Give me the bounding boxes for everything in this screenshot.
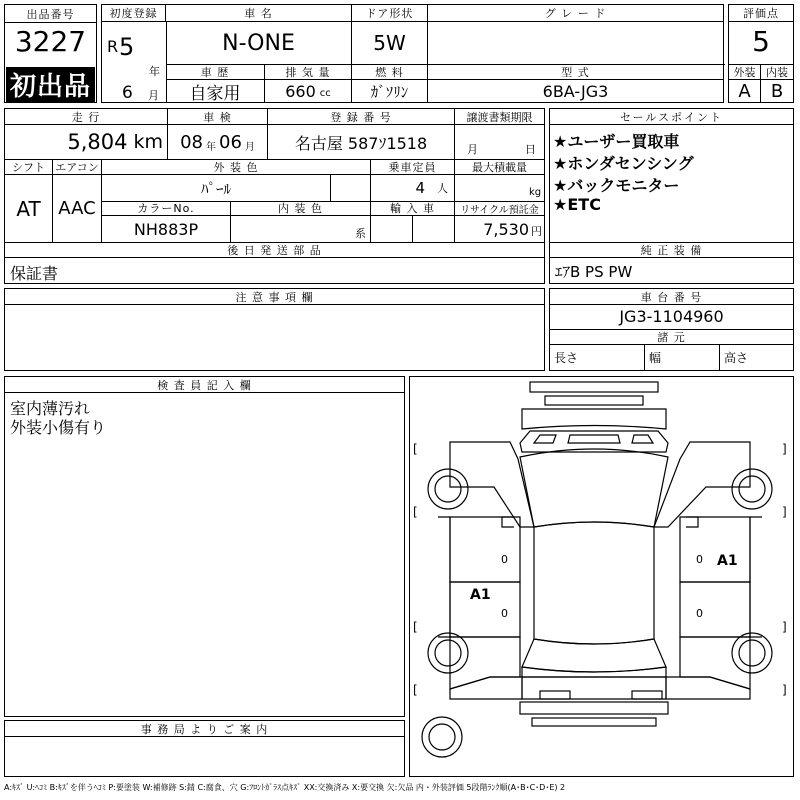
door-zero: 0: [501, 607, 508, 620]
door-type: 5W: [352, 22, 428, 64]
recycle-cell: [455, 216, 544, 242]
notes-box: [4, 288, 545, 371]
chassis-box: [549, 288, 794, 371]
capacity-unit: 人: [437, 182, 448, 195]
specs-box: [4, 108, 545, 284]
exterior-color-extra: [331, 175, 371, 201]
recycle-unit: 円: [531, 225, 542, 238]
grade: [428, 22, 723, 64]
door-zero: 0: [696, 607, 703, 620]
sales-point-item: ★ユーザー買取車: [553, 132, 680, 151]
displacement: 660: [285, 81, 316, 101]
interior-score: B: [770, 80, 784, 102]
inspection-month-unit: 月: [244, 141, 255, 153]
options: ｴｱB PS PW: [555, 263, 633, 281]
mileage-cell: [5, 125, 168, 159]
displacement-cell: [265, 80, 352, 102]
max-load-label: 最大積載量: [455, 159, 544, 175]
exterior-color: ﾊﾟｰﾙ: [102, 175, 331, 201]
dims-label: 諸 元: [550, 329, 793, 345]
capacity-label: 乗車定員: [371, 159, 455, 175]
capacity: 4: [415, 179, 425, 197]
mileage: 5,804: [67, 130, 128, 154]
car-name-label: 車 名: [166, 5, 352, 22]
history: 自家用: [166, 80, 265, 102]
first-reg-month: 6: [122, 83, 133, 103]
options-label: 純 正 装 備: [550, 242, 793, 258]
history-label: 車 歴: [166, 64, 265, 80]
width-cell: [645, 345, 720, 370]
inspector-line: 外装小傷有り: [10, 418, 107, 437]
right-bracket: ]: [782, 620, 787, 634]
era: R: [107, 37, 119, 56]
car-diagram: [410, 377, 793, 776]
height-cell: [720, 345, 793, 370]
width-label: 幅: [649, 351, 662, 365]
sales-points-label: セールスポイント: [550, 109, 793, 125]
fuel-label: 燃 料: [352, 64, 428, 80]
inspection-label: 車 検: [168, 109, 268, 125]
transfer-label: 譲渡書類期限: [455, 109, 544, 125]
inspector-label: 検 査 員 記 入 欄: [5, 377, 404, 393]
exterior-color-label: 外 装 色: [102, 159, 371, 175]
vehicle-info-box: [101, 4, 724, 103]
door-zero: 0: [696, 553, 703, 566]
mileage-label: 走 行: [5, 109, 168, 125]
shift-label: シフト: [5, 159, 53, 175]
door-zero: 0: [501, 553, 508, 566]
import-cell-b: [413, 216, 455, 242]
sales-points-box: [549, 108, 794, 284]
color-no: NH883P: [102, 216, 231, 242]
chassis-label: 車 台 番 号: [550, 289, 793, 305]
transfer-month-unit: 月: [467, 143, 478, 156]
left-bracket: [: [413, 442, 418, 456]
legend: A:ｷｽﾞ U:ﾍｺﾐ B:ｷｽﾞを伴うﾍｺﾐ P:要塗装 W:補修跡 S:錆 C:腐食、穴 G:ﾌﾛﾝﾄｶﾞﾗｽ点ｷｽﾞ XX:交換済み X:要交換 欠:欠品 内・外装評価 5段階ﾗﾝｸ順(A･B･C･D･E) 2: [4, 783, 566, 792]
interior-color-cell: [231, 216, 371, 242]
first-reg-label: 初度登録: [102, 5, 166, 22]
first-listing-badge: 初出品: [6, 67, 95, 102]
shift: AT: [5, 175, 53, 242]
sales-point-item: ★ホンダセンシング: [553, 154, 694, 173]
lot-number-label: 出品番号: [5, 5, 96, 23]
capacity-cell: [371, 175, 455, 201]
sales-point-item: ★ETC: [553, 195, 601, 214]
interior-color-label: 内 装 色: [231, 201, 371, 216]
height-label: 高さ: [724, 351, 749, 365]
right-bracket: ]: [782, 505, 787, 519]
lot-number-box: [4, 4, 97, 103]
grade-label: グ レ ー ド: [428, 5, 723, 22]
exterior-score-label: 外装: [729, 64, 761, 80]
left-bracket: [: [413, 505, 418, 519]
score-label: 評価点: [729, 5, 793, 22]
interior-color-unit: 系: [355, 227, 366, 240]
model: 6BA-JG3: [542, 81, 609, 101]
damage-mark: A1: [470, 587, 491, 603]
import-label: 輸 入 車: [371, 201, 455, 216]
import-cell-a: [371, 216, 413, 242]
notes-label: 注 意 事 項 欄: [5, 289, 544, 305]
lot-number: 3227: [14, 25, 87, 58]
recycle: 7,530: [483, 219, 529, 239]
interior-score-label: 内装: [761, 64, 793, 80]
right-bracket: ]: [782, 683, 787, 697]
office-label: 事 務 局 よ り ご 案 内: [5, 721, 404, 737]
model-label: 型 式: [428, 64, 723, 80]
score: 5: [752, 25, 770, 58]
score-box: [728, 4, 794, 103]
chassis-number: JG3-1104960: [619, 307, 724, 326]
inspection-cell: [168, 125, 268, 159]
car-diagram-box: [409, 376, 794, 777]
right-bracket: ]: [782, 442, 787, 456]
fuel: ｶﾞｿﾘﾝ: [352, 80, 428, 102]
inspection-month: 06: [219, 131, 242, 153]
aircon-label: エアコン: [53, 159, 102, 175]
registration-label: 登 録 番 号: [268, 109, 455, 125]
transfer-day-unit: 日: [525, 143, 536, 156]
damage-mark: A1: [717, 553, 738, 569]
max-load-unit: kg: [529, 187, 542, 198]
color-no-label: カラーNo.: [102, 201, 231, 216]
left-bracket: [: [413, 683, 418, 697]
length-cell: [550, 345, 645, 370]
inspection-year-unit: 年: [206, 141, 216, 153]
sales-point-item: ★バックモニター: [553, 176, 680, 195]
displacement-unit: cc: [319, 87, 331, 99]
recycle-label: リサイクル預託金: [455, 201, 544, 216]
later-parts-label: 後 日 発 送 部 品: [5, 242, 544, 258]
year-unit: 年: [149, 65, 160, 78]
month-unit: 月: [148, 89, 159, 102]
inspector-box: [4, 376, 405, 717]
office-box: [4, 720, 405, 777]
mileage-unit: km: [133, 131, 163, 153]
length-label: 長さ: [554, 351, 579, 365]
registration: 名古屋 587ｿ1518: [268, 125, 455, 159]
inspector-line: 室内薄汚れ: [10, 399, 91, 418]
exterior-score: A: [729, 80, 761, 102]
inspection-year: 08: [180, 131, 203, 153]
left-bracket: [: [413, 620, 418, 634]
displacement-label: 排 気 量: [265, 64, 352, 80]
later-parts: 保証書: [10, 264, 59, 283]
car-name: N-ONE: [166, 22, 352, 64]
first-reg-year: 5: [119, 33, 135, 61]
aircon: AAC: [53, 175, 102, 242]
door-label: ドア形状: [352, 5, 428, 22]
